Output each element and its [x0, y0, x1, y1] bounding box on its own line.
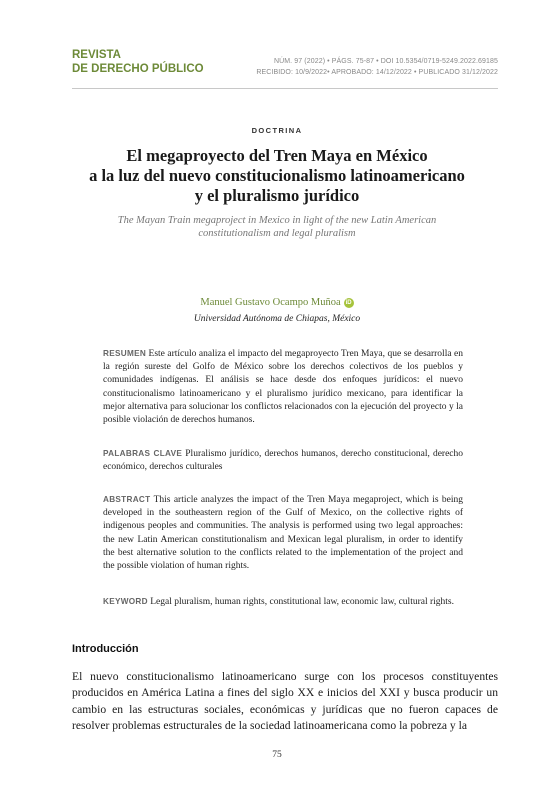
intro-paragraph: El nuevo constitucionalismo latinoamericano surge con los procesos constituyentes producidos en América Latina a fines del siglo XX e inicios del XXI y busca producir un cambio en las estructuras sociales, económicas y jurídicas que no fueron capaces de resolver problemas estructurales de la sociedad latinoamericana como la pobreza y la [72, 670, 498, 732]
title-line2: a la luz del nuevo constitucionalismo latinoamericano [89, 166, 465, 185]
abstract-label: ABSTRACT [103, 495, 151, 504]
meta-line-issue: NÚM. 97 (2022) • PÁGS. 75-87 • DOI 10.5354/0719-5249.2022.69185 [273, 58, 498, 65]
intro-heading: Introducción [72, 643, 139, 655]
resumen-label: RESUMEN [103, 349, 147, 358]
author-affiliation: Universidad Autónoma de Chiapas, México [193, 314, 361, 324]
keyword-text: Legal pluralism, human rights, constitutional law, economic law, cultural rights. [150, 597, 454, 607]
article-title [60, 146, 494, 206]
subtitle-line1: The Mayan Train megaproject in Mexico in light of the new Latin American [117, 215, 437, 226]
keyword-label: KEYWORD [103, 597, 148, 606]
resumen-text: Este artículo analiza el impacto del megaproyecto Tren Maya, que se desarrolla en la región sureste del Golfo de México sobre los derechos colectivos de los pueblos y comunidades indígenas. El análisis se hace desde dos enfoques jurídicos: el nuevo constitucionalismo latinoamericano y el pluralismo jurídico mexicano, para identificar la mejor alternativa para solucionar los conflictos relacionados con la ejecución del proyecto y la posible violación de derechos humanos. [103, 349, 464, 426]
palabras-clave-block [103, 447, 463, 474]
page-number: 75 [272, 750, 282, 760]
palabras-clave-text: Pluralismo jurídico, derechos humanos, derecho constitucional, derecho económico, derechos culturales [103, 449, 464, 473]
author-name: Manuel Gustavo Ocampo Muñoa [200, 297, 341, 308]
subtitle-line2: constitutionalism and legal pluralism [198, 228, 356, 239]
journal-name [72, 48, 204, 76]
author-line [0, 297, 554, 308]
article-subtitle [80, 214, 474, 240]
abstract-block [103, 493, 463, 573]
section-label: DOCTRINA [251, 126, 303, 135]
journal-name-line1: REVISTA [72, 49, 121, 61]
orcid-icon[interactable]: iD [345, 300, 352, 306]
resumen-block [103, 347, 463, 427]
header-divider [72, 88, 498, 89]
title-line1: El megaproyecto del Tren Maya en México [126, 146, 428, 165]
meta-line-dates: RECIBIDO: 10/9/2022• APROBADO: 14/12/2022 • PUBLICADO 31/12/2022 [256, 69, 498, 76]
palabras-clave-label: PALABRAS CLAVE [103, 449, 183, 458]
abstract-text: This article analyzes the impact of the Tren Maya megaproject, which is being developed in the southeastern region of the Gulf of Mexico, on the collective rights of indigenous peoples and communities. The analysis is performed using two legal approaches: the new Latin American constitutionalism and Mexican legal pluralism, in order to identify the best alternative solution to the conflicts related to the implementation of the project and the possible violation of human rights. [103, 495, 463, 572]
title-line3: y el pluralismo jurídico [194, 186, 360, 205]
keyword-block [103, 595, 463, 609]
publication-meta [256, 56, 498, 78]
journal-name-line2: DE DERECHO PÚBLICO [72, 63, 204, 75]
